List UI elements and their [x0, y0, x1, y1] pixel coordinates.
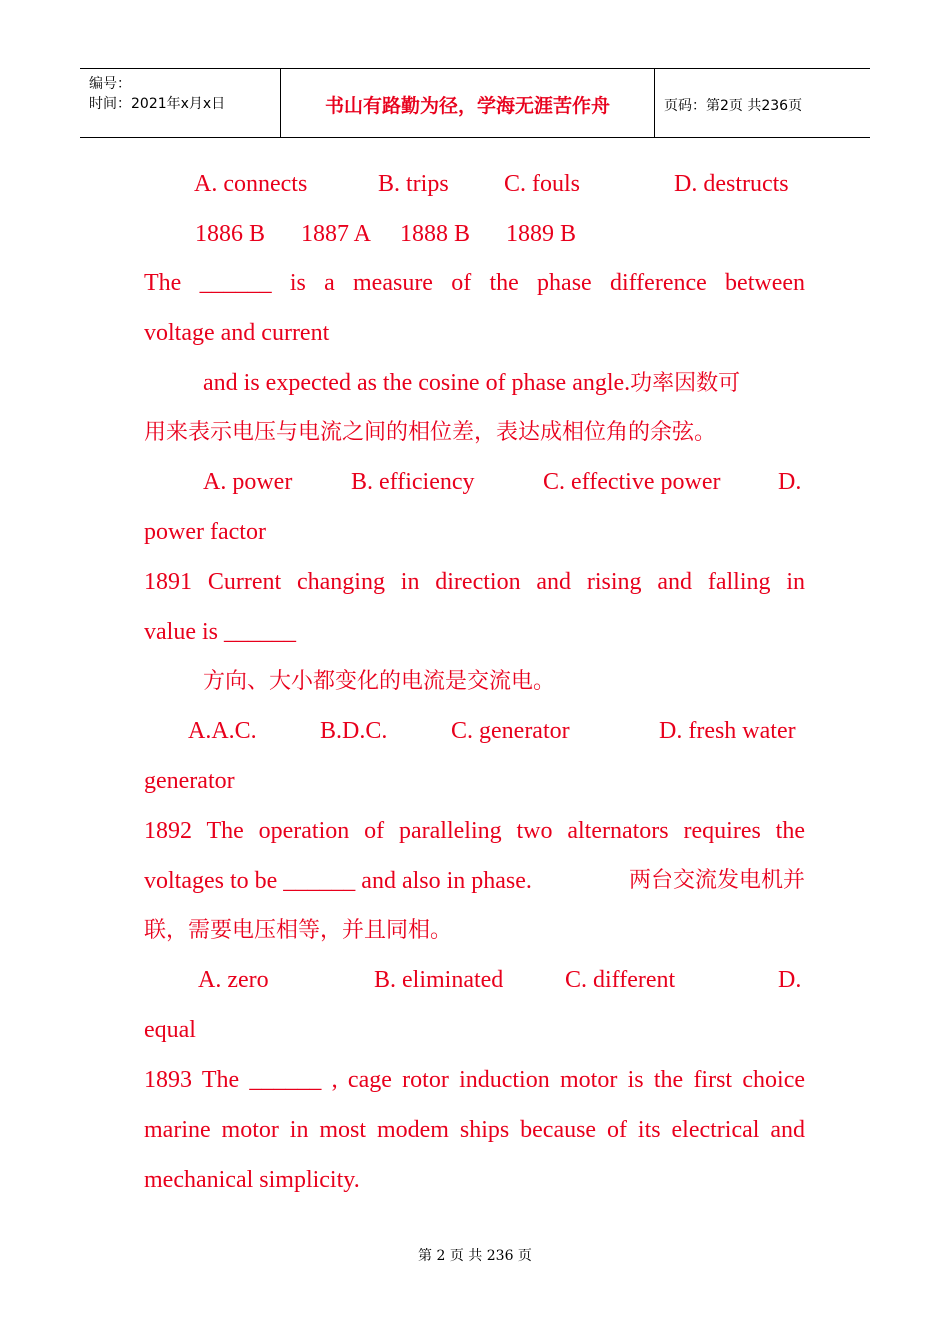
answer-1886: 1886 B: [195, 221, 266, 247]
question-text-line: The ______ is a measure of the phase difference between: [144, 270, 805, 296]
question-text-line: value is ______: [144, 619, 296, 645]
option-d: D.: [778, 469, 802, 495]
question-text-line: [144, 866, 805, 896]
option-d: D.: [778, 967, 802, 993]
option-d-continued: equal: [144, 1017, 196, 1043]
question-text-line: 1893 The ______ , cage rotor induction motor is the first choice: [144, 1067, 805, 1093]
option-d-continued: power factor: [144, 519, 266, 545]
page-info: 页码：第2页 共236页: [664, 98, 803, 114]
option-b: B.D.C.: [320, 718, 388, 744]
chinese-translation: 方向、大小都变化的电流是交流电。: [203, 669, 556, 694]
chinese-translation: 两台交流发电机并: [628, 868, 805, 893]
question-text: voltages to be ______ and also in phase.: [144, 868, 532, 894]
page-footer: 第 2 页 共 236 页: [418, 1248, 532, 1264]
question-text-line: 1892 The operation of paralleling two alternators requires the: [144, 818, 805, 844]
option-d-continued: generator: [144, 768, 235, 794]
option-a: A. power: [203, 469, 293, 495]
option-a: A. zero: [198, 967, 269, 993]
answer-1887: 1887 A: [301, 221, 372, 247]
option-c: C. generator: [451, 718, 570, 744]
question-text-line: voltage and current: [144, 320, 330, 346]
option-b: B. trips: [378, 171, 449, 197]
option-c: C. different: [565, 967, 676, 993]
option-c: C. effective power: [543, 469, 721, 495]
answer-1888: 1888 B: [400, 221, 471, 247]
answer-1889: 1889 B: [506, 221, 577, 247]
option-b: B. eliminated: [374, 967, 504, 993]
header-page-cell: [655, 69, 870, 137]
document-header: [80, 68, 870, 138]
question-text-line: marine motor in most modem ships because of its electrical and: [144, 1117, 805, 1143]
option-a: A. connects: [194, 171, 308, 197]
number-label: 编号：: [89, 76, 131, 92]
chinese-translation: 功率因数可: [630, 371, 741, 396]
chinese-translation: 用来表示电压与电流之间的相位差，表达成相位角的余弦。: [144, 420, 717, 445]
question-text-line: mechanical simplicity.: [144, 1167, 360, 1193]
question-text: and is expected as the cosine of phase angle.: [203, 370, 631, 396]
option-b: B. efficiency: [351, 469, 475, 495]
question-text-line: [203, 368, 740, 399]
option-c: C. fouls: [504, 171, 581, 197]
motto: 书山有路勤为径，学海无涯苦作舟: [324, 95, 610, 117]
question-text-line: 1891 Current changing in direction and rising and falling in: [144, 569, 805, 595]
header-motto-cell: [281, 69, 655, 137]
header-meta-cell: [80, 69, 281, 137]
option-d: D. fresh water: [659, 718, 796, 744]
chinese-translation: 联，需要电压相等，并且同相。: [144, 918, 453, 943]
option-a: A.A.C.: [188, 718, 257, 744]
time-label: 时间：2021年x月x日: [89, 96, 226, 112]
option-d: D. destructs: [674, 171, 789, 197]
